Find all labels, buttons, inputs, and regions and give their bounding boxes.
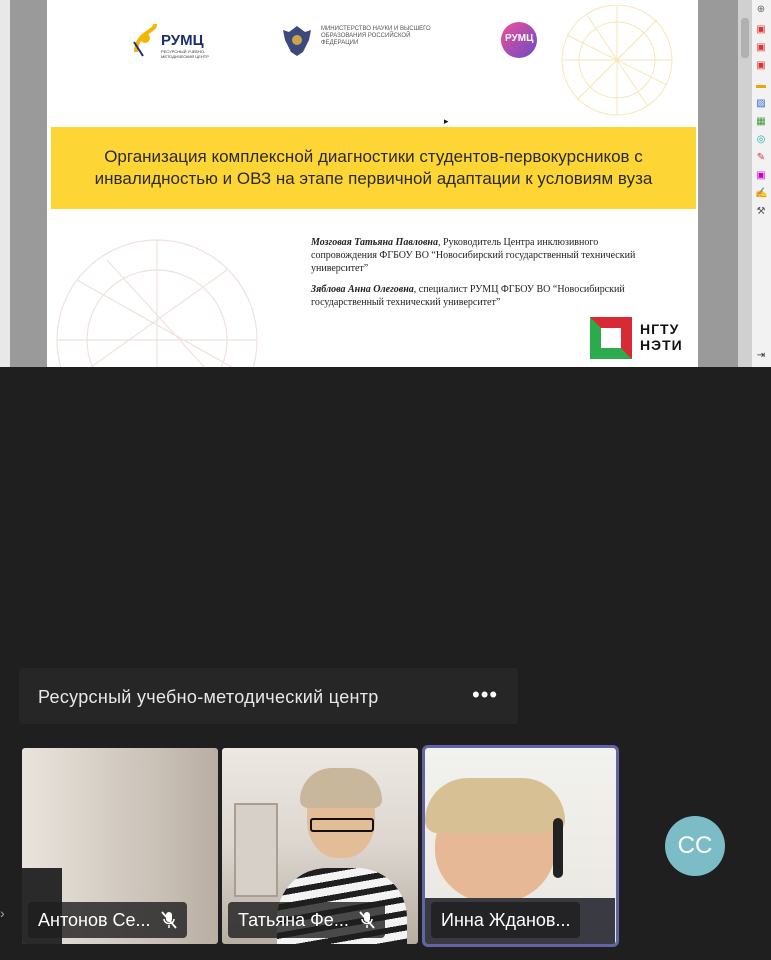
- shared-screen: [0, 0, 771, 367]
- participant-tile[interactable]: [22, 748, 218, 944]
- author2-name: Зяблова Анна Олеговна: [311, 284, 414, 295]
- edit-pdf-icon[interactable]: ▣: [756, 24, 766, 35]
- meeting-title-bar: [19, 668, 518, 724]
- participant-name: Антонов Се...: [38, 909, 151, 930]
- presentation-slide: [47, 0, 698, 367]
- organize-pages-icon[interactable]: ▦: [756, 116, 766, 127]
- participant-avatar[interactable]: СС: [665, 816, 725, 876]
- rumc-logo: [131, 18, 211, 64]
- author1-role: , Руководитель Центра инклюзивного сопровождения ФГБОУ ВО “Новосибирский государственный технический университет”: [311, 237, 636, 274]
- slide-title: Организация комплексной диагностики студентов-первокурсников с инвалидностью и ОВЗ на этапе первичной адаптации к условиям вуза: [94, 147, 653, 188]
- meeting-title: Ресурсный учебно-методический центр: [38, 687, 379, 707]
- mic-muted-icon: [359, 911, 375, 929]
- collapse-panel-icon[interactable]: ⇥: [756, 350, 766, 361]
- protect-icon[interactable]: ▣: [756, 170, 766, 181]
- participant-name: Инна Жданов...: [441, 909, 571, 930]
- more-options-button[interactable]: •••: [472, 682, 499, 707]
- author1-name: Мозговая Татьяна Павловна: [311, 237, 438, 248]
- ngtu-logo-text: [640, 321, 683, 353]
- slide-authors: [311, 236, 641, 317]
- ngtu-logo-line1: НГТУ: [640, 321, 680, 337]
- screen-edge: [0, 0, 10, 367]
- more-tools-icon[interactable]: ⚒: [756, 206, 766, 217]
- rumc-round-logo: [499, 20, 543, 60]
- mic-muted-icon: [161, 911, 177, 929]
- viewer-side-toolbar: [752, 0, 771, 367]
- comment-icon[interactable]: ▬: [756, 80, 766, 91]
- fill-sign-icon[interactable]: ✍: [755, 188, 768, 199]
- redact-icon[interactable]: ✎: [756, 152, 766, 163]
- export-pdf-icon[interactable]: ▣: [756, 42, 766, 53]
- rumc-logo-subtitle: РЕСУРСНЫЙ УЧЕБНО-МЕТОДИЧЕСКИЙ ЦЕНТР: [161, 49, 209, 59]
- viewer-scrollbar[interactable]: [738, 0, 752, 367]
- ministry-logo: [277, 20, 437, 60]
- ngtu-logo: [590, 317, 690, 359]
- combine-files-icon[interactable]: ▨: [756, 98, 766, 109]
- participant-name-chip: [228, 902, 385, 938]
- network-decoration-icon: [517, 5, 697, 120]
- participant-tile[interactable]: [222, 748, 418, 944]
- participant-name-chip: [431, 902, 580, 938]
- scroll-left-icon[interactable]: ›: [0, 905, 5, 921]
- ministry-text: МИНИСТЕРСТВО НАУКИ И ВЫСШЕГО ОБРАЗОВАНИЯ РОССИЙСКОЙ ФЕДЕРАЦИИ: [321, 26, 431, 46]
- rumc-logo-name: РУМЦ: [161, 32, 204, 49]
- scan-icon[interactable]: ◎: [756, 134, 766, 145]
- mouse-cursor-icon: ▸: [444, 116, 449, 126]
- network-decoration-icon: [47, 230, 277, 367]
- ngtu-logo-line2: НЭТИ: [640, 337, 683, 353]
- slide-title-band: [51, 127, 696, 209]
- rumc-round-logo-text: РУМЦ: [505, 33, 534, 44]
- participant-tile-active-speaker[interactable]: [425, 748, 616, 944]
- author2-role: , специалист РУМЦ ФГБОУ ВО “Новосибирский государственный технический университет”: [311, 284, 625, 308]
- participant-strip: [0, 746, 771, 946]
- scrollbar-thumb[interactable]: [741, 18, 749, 58]
- create-pdf-icon[interactable]: ▣: [756, 60, 766, 71]
- zoom-icon[interactable]: ⊕: [756, 4, 766, 15]
- participant-name: Татьяна Фе...: [238, 909, 349, 930]
- participant-name-chip: [28, 902, 187, 938]
